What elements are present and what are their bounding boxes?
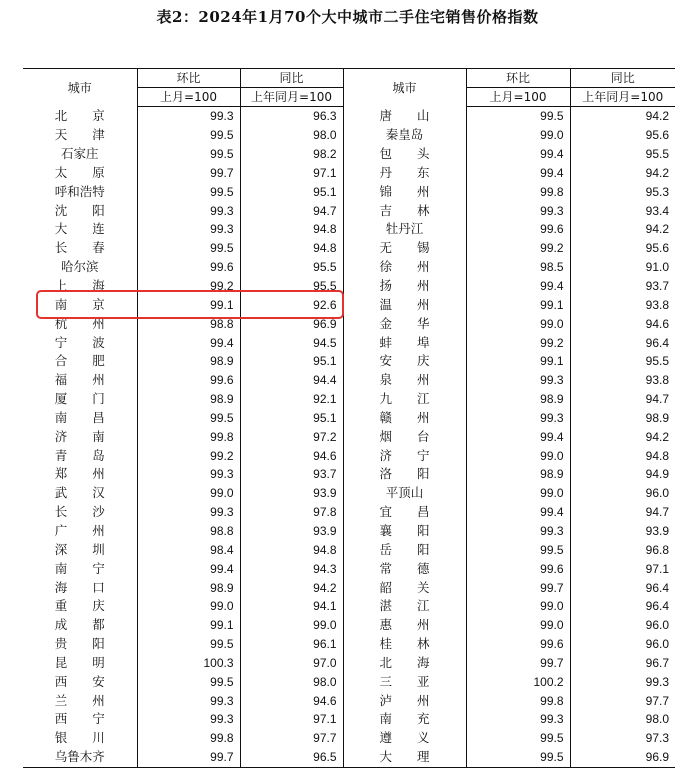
table-row xyxy=(23,446,675,465)
yoy-cell: 93.8 xyxy=(570,295,675,314)
table-row xyxy=(23,107,675,126)
table-row xyxy=(23,616,675,635)
city-cell: 重 庆 xyxy=(54,598,105,614)
city-cell: 天 津 xyxy=(54,127,105,143)
city-cell: 宁 波 xyxy=(54,334,105,350)
page-title: 表2：2024年1月70个大中城市二手住宅销售价格指数 xyxy=(156,8,539,26)
yoy-cell: 97.1 xyxy=(240,710,343,729)
yoy-cell: 94.2 xyxy=(570,164,675,183)
mom-cell: 99.5 xyxy=(137,672,240,691)
mom-cell: 99.3 xyxy=(466,371,570,390)
mom-cell: 99.6 xyxy=(137,258,240,277)
yoy-base-header-right: 上年同月=100 xyxy=(570,88,675,107)
yoy-cell: 94.2 xyxy=(570,220,675,239)
table-header xyxy=(23,69,675,107)
yoy-cell: 98.2 xyxy=(240,145,343,164)
table-row xyxy=(23,578,675,597)
mom-cell: 98.5 xyxy=(466,258,570,277)
mom-cell: 99.4 xyxy=(466,164,570,183)
mom-column-header-right: 环比 xyxy=(466,69,570,88)
yoy-cell: 96.9 xyxy=(240,314,343,333)
yoy-cell: 93.9 xyxy=(570,522,675,541)
table-row xyxy=(23,484,675,503)
table-row xyxy=(23,710,675,729)
city-cell: 丹 东 xyxy=(343,164,466,183)
city-cell: 北 京 xyxy=(54,108,105,124)
city-cell: 太 原 xyxy=(54,164,105,180)
city-cell: 西 安 xyxy=(54,673,105,689)
city-cell: 成 都 xyxy=(54,617,105,633)
mom-cell: 99.4 xyxy=(137,559,240,578)
mom-cell: 99.8 xyxy=(466,182,570,201)
city-cell: 包 头 xyxy=(343,145,466,164)
city-cell: 徐 州 xyxy=(343,258,466,277)
table-row xyxy=(23,729,675,748)
yoy-cell: 94.4 xyxy=(240,371,343,390)
city-cell: 大 连 xyxy=(54,221,105,237)
city-cell: 长 春 xyxy=(54,240,105,256)
city-cell: 襄 阳 xyxy=(343,522,466,541)
city-cell: 安 庆 xyxy=(343,352,466,371)
mom-cell: 99.7 xyxy=(466,653,570,672)
mom-cell: 99.3 xyxy=(466,201,570,220)
yoy-cell: 95.1 xyxy=(240,182,343,201)
city-cell: 宜 昌 xyxy=(343,503,466,522)
table-row xyxy=(23,635,675,654)
mom-cell: 99.7 xyxy=(137,164,240,183)
yoy-cell: 98.0 xyxy=(240,126,343,145)
city-cell: 深 圳 xyxy=(54,541,105,557)
yoy-cell: 98.0 xyxy=(570,710,675,729)
city-cell: 常 德 xyxy=(343,559,466,578)
yoy-cell: 94.8 xyxy=(240,239,343,258)
mom-cell: 99.7 xyxy=(137,748,240,767)
mom-cell: 99.5 xyxy=(137,182,240,201)
mom-cell: 99.5 xyxy=(137,635,240,654)
table-row xyxy=(23,748,675,767)
city-cell: 温 州 xyxy=(343,295,466,314)
yoy-cell: 94.6 xyxy=(570,314,675,333)
city-column-header-left: 城市 xyxy=(23,69,137,107)
mom-cell: 99.3 xyxy=(137,107,240,126)
table-row xyxy=(23,653,675,672)
mom-cell: 99.3 xyxy=(466,409,570,428)
city-cell: 烟 台 xyxy=(343,427,466,446)
city-cell: 惠 州 xyxy=(343,616,466,635)
mom-cell: 99.7 xyxy=(466,578,570,597)
mom-cell: 99.0 xyxy=(137,597,240,616)
mom-cell: 99.5 xyxy=(137,145,240,164)
mom-cell: 99.3 xyxy=(466,522,570,541)
mom-cell: 99.0 xyxy=(466,484,570,503)
yoy-cell: 96.1 xyxy=(240,635,343,654)
mom-base-header-right: 上月=100 xyxy=(466,88,570,107)
city-cell: 秦皇岛 xyxy=(343,126,466,145)
table-row xyxy=(23,164,675,183)
mom-cell: 99.0 xyxy=(466,597,570,616)
yoy-cell: 97.7 xyxy=(570,691,675,710)
table-row xyxy=(23,672,675,691)
table-row xyxy=(23,559,675,578)
yoy-cell: 94.9 xyxy=(570,465,675,484)
city-cell: 海 口 xyxy=(54,579,105,595)
mom-cell: 99.1 xyxy=(137,616,240,635)
yoy-cell: 99.3 xyxy=(570,672,675,691)
mom-cell: 99.0 xyxy=(466,616,570,635)
mom-cell: 99.5 xyxy=(137,409,240,428)
city-cell: 合 肥 xyxy=(54,353,105,369)
city-cell: 青 岛 xyxy=(54,447,105,463)
yoy-cell: 94.6 xyxy=(240,446,343,465)
table-row xyxy=(23,220,675,239)
city-cell: 唐 山 xyxy=(343,107,466,126)
table-row xyxy=(23,503,675,522)
price-index-table xyxy=(23,68,675,768)
mom-cell: 99.0 xyxy=(466,126,570,145)
table-row xyxy=(23,239,675,258)
yoy-cell: 95.5 xyxy=(570,145,675,164)
mom-cell: 99.5 xyxy=(466,748,570,767)
yoy-cell: 94.8 xyxy=(570,446,675,465)
city-cell: 遵 义 xyxy=(343,729,466,748)
mom-cell: 99.6 xyxy=(466,635,570,654)
yoy-cell: 94.1 xyxy=(240,597,343,616)
table-row xyxy=(23,201,675,220)
table-row xyxy=(23,409,675,428)
table-row xyxy=(23,390,675,409)
yoy-cell: 95.5 xyxy=(570,352,675,371)
mom-cell: 99.8 xyxy=(466,691,570,710)
mom-cell: 99.4 xyxy=(466,427,570,446)
yoy-cell: 94.8 xyxy=(240,220,343,239)
yoy-cell: 99.0 xyxy=(240,616,343,635)
yoy-cell: 97.7 xyxy=(240,729,343,748)
mom-cell: 99.5 xyxy=(137,239,240,258)
city-cell: 无 锡 xyxy=(343,239,466,258)
mom-base-header-left: 上月=100 xyxy=(137,88,240,107)
mom-cell: 99.3 xyxy=(137,710,240,729)
yoy-cell: 97.1 xyxy=(570,559,675,578)
city-cell: 银 川 xyxy=(54,730,105,746)
mom-cell: 99.6 xyxy=(137,371,240,390)
city-cell: 平顶山 xyxy=(343,484,466,503)
table-row xyxy=(23,597,675,616)
city-cell: 洛 阳 xyxy=(343,465,466,484)
yoy-cell: 93.7 xyxy=(240,465,343,484)
table-row xyxy=(23,352,675,371)
mom-cell: 99.5 xyxy=(466,540,570,559)
yoy-cell: 94.3 xyxy=(240,559,343,578)
yoy-cell: 92.1 xyxy=(240,390,343,409)
table-row xyxy=(23,465,675,484)
mom-cell: 99.0 xyxy=(466,446,570,465)
yoy-cell: 93.8 xyxy=(570,371,675,390)
city-cell: 南 宁 xyxy=(54,560,105,576)
city-cell: 杭 州 xyxy=(54,315,105,331)
city-cell: 金 华 xyxy=(343,314,466,333)
yoy-cell: 94.2 xyxy=(570,107,675,126)
city-cell: 昆 明 xyxy=(54,654,105,670)
mom-cell: 99.6 xyxy=(466,559,570,578)
city-cell: 哈尔滨 xyxy=(60,259,99,275)
city-cell: 石家庄 xyxy=(60,146,99,162)
mom-cell: 99.1 xyxy=(466,295,570,314)
yoy-cell: 95.1 xyxy=(240,409,343,428)
city-cell: 湛 江 xyxy=(343,597,466,616)
city-cell: 郑 州 xyxy=(54,466,105,482)
yoy-cell: 96.5 xyxy=(240,748,343,767)
city-cell: 呼和浩特 xyxy=(54,183,105,199)
table-row xyxy=(23,540,675,559)
city-cell: 武 汉 xyxy=(54,485,105,501)
mom-cell: 98.9 xyxy=(466,465,570,484)
mom-cell: 98.9 xyxy=(466,390,570,409)
yoy-cell: 96.0 xyxy=(570,635,675,654)
mom-cell: 99.5 xyxy=(466,729,570,748)
mom-cell: 99.4 xyxy=(466,503,570,522)
yoy-cell: 96.3 xyxy=(240,107,343,126)
city-cell: 厦 门 xyxy=(54,391,105,407)
city-column-header-right: 城市 xyxy=(343,69,466,107)
mom-cell: 99.1 xyxy=(466,352,570,371)
mom-cell: 99.3 xyxy=(137,691,240,710)
table-row xyxy=(23,277,675,296)
yoy-column-header-left: 同比 xyxy=(240,69,343,88)
yoy-cell: 94.2 xyxy=(570,427,675,446)
city-cell: 兰 州 xyxy=(54,692,105,708)
city-cell: 泉 州 xyxy=(343,371,466,390)
city-cell: 沈 阳 xyxy=(54,202,105,218)
mom-cell: 98.8 xyxy=(137,314,240,333)
table-row xyxy=(23,522,675,541)
yoy-cell: 92.6 xyxy=(240,295,343,314)
yoy-cell: 95.1 xyxy=(240,352,343,371)
yoy-base-header-left: 上年同月=100 xyxy=(240,88,343,107)
yoy-cell: 94.6 xyxy=(240,691,343,710)
yoy-cell: 94.7 xyxy=(570,503,675,522)
mom-column-header-left: 环比 xyxy=(137,69,240,88)
mom-cell: 99.3 xyxy=(137,201,240,220)
mom-cell: 99.3 xyxy=(137,220,240,239)
yoy-cell: 94.2 xyxy=(240,578,343,597)
mom-cell: 98.4 xyxy=(137,540,240,559)
yoy-cell: 93.9 xyxy=(240,484,343,503)
city-cell: 九 江 xyxy=(343,390,466,409)
yoy-cell: 95.5 xyxy=(240,258,343,277)
mom-cell: 100.3 xyxy=(137,653,240,672)
mom-cell: 99.8 xyxy=(137,729,240,748)
yoy-cell: 94.7 xyxy=(570,390,675,409)
mom-cell: 99.5 xyxy=(466,107,570,126)
mom-cell: 99.1 xyxy=(137,295,240,314)
mom-cell: 99.2 xyxy=(466,239,570,258)
yoy-cell: 96.4 xyxy=(570,333,675,352)
yoy-cell: 95.5 xyxy=(240,277,343,296)
mom-cell: 99.4 xyxy=(137,333,240,352)
yoy-cell: 96.9 xyxy=(570,748,675,767)
table-row xyxy=(23,371,675,390)
table-row xyxy=(23,182,675,201)
yoy-cell: 97.3 xyxy=(570,729,675,748)
city-cell: 三 亚 xyxy=(343,672,466,691)
city-cell: 乌鲁木齐 xyxy=(23,748,137,767)
mom-cell: 99.3 xyxy=(137,465,240,484)
city-cell: 南 京 xyxy=(54,296,105,312)
city-cell: 济 南 xyxy=(54,428,105,444)
mom-cell: 99.2 xyxy=(137,277,240,296)
city-cell: 济 宁 xyxy=(343,446,466,465)
city-cell: 贵 阳 xyxy=(54,636,105,652)
mom-cell: 100.2 xyxy=(466,672,570,691)
mom-cell: 99.4 xyxy=(466,277,570,296)
yoy-cell: 96.0 xyxy=(570,484,675,503)
mom-cell: 99.2 xyxy=(137,446,240,465)
city-cell: 南 昌 xyxy=(54,409,105,425)
yoy-cell: 95.6 xyxy=(570,239,675,258)
mom-cell: 99.6 xyxy=(466,220,570,239)
yoy-cell: 98.0 xyxy=(240,672,343,691)
table-row xyxy=(23,145,675,164)
city-cell: 赣 州 xyxy=(343,409,466,428)
city-cell: 南 充 xyxy=(343,710,466,729)
mom-cell: 98.8 xyxy=(137,522,240,541)
city-cell: 蚌 埠 xyxy=(343,333,466,352)
city-cell: 长 沙 xyxy=(54,504,105,520)
table-row xyxy=(23,314,675,333)
city-cell: 大 理 xyxy=(343,748,466,767)
yoy-column-header-right: 同比 xyxy=(570,69,675,88)
yoy-cell: 96.4 xyxy=(570,597,675,616)
table-row xyxy=(23,427,675,446)
yoy-cell: 95.3 xyxy=(570,182,675,201)
mom-cell: 99.0 xyxy=(466,314,570,333)
mom-cell: 98.9 xyxy=(137,578,240,597)
city-cell: 福 州 xyxy=(54,372,105,388)
yoy-cell: 93.4 xyxy=(570,201,675,220)
table-row xyxy=(23,126,675,145)
mom-cell: 99.4 xyxy=(466,145,570,164)
mom-cell: 98.9 xyxy=(137,352,240,371)
city-cell: 上 海 xyxy=(54,278,105,294)
yoy-cell: 97.2 xyxy=(240,427,343,446)
mom-cell: 99.2 xyxy=(466,333,570,352)
mom-cell: 99.5 xyxy=(137,126,240,145)
city-cell: 韶 关 xyxy=(343,578,466,597)
yoy-cell: 93.7 xyxy=(570,277,675,296)
yoy-cell: 94.7 xyxy=(240,201,343,220)
yoy-cell: 97.0 xyxy=(240,653,343,672)
yoy-cell: 93.9 xyxy=(240,522,343,541)
mom-cell: 99.8 xyxy=(137,427,240,446)
yoy-cell: 96.8 xyxy=(570,540,675,559)
table-row xyxy=(23,333,675,352)
yoy-cell: 96.7 xyxy=(570,653,675,672)
city-cell: 扬 州 xyxy=(343,277,466,296)
yoy-cell: 96.4 xyxy=(570,578,675,597)
city-cell: 西 宁 xyxy=(54,711,105,727)
table-row xyxy=(23,691,675,710)
yoy-cell: 95.6 xyxy=(570,126,675,145)
yoy-cell: 98.9 xyxy=(570,409,675,428)
mom-cell: 98.9 xyxy=(137,390,240,409)
mom-cell: 99.0 xyxy=(137,484,240,503)
yoy-cell: 96.0 xyxy=(570,616,675,635)
yoy-cell: 91.0 xyxy=(570,258,675,277)
city-cell: 桂 林 xyxy=(343,635,466,654)
city-cell: 吉 林 xyxy=(343,201,466,220)
city-cell: 广 州 xyxy=(54,522,105,538)
table-body xyxy=(23,107,675,768)
mom-cell: 99.3 xyxy=(137,503,240,522)
city-cell: 泸 州 xyxy=(343,691,466,710)
city-cell: 牡丹江 xyxy=(343,220,466,239)
yoy-cell: 94.5 xyxy=(240,333,343,352)
yoy-cell: 97.8 xyxy=(240,503,343,522)
city-cell: 锦 州 xyxy=(343,182,466,201)
yoy-cell: 97.1 xyxy=(240,164,343,183)
yoy-cell: 94.8 xyxy=(240,540,343,559)
mom-cell: 99.3 xyxy=(466,710,570,729)
city-cell: 北 海 xyxy=(343,653,466,672)
table-row xyxy=(23,258,675,277)
table-row xyxy=(23,295,675,314)
city-cell: 岳 阳 xyxy=(343,540,466,559)
